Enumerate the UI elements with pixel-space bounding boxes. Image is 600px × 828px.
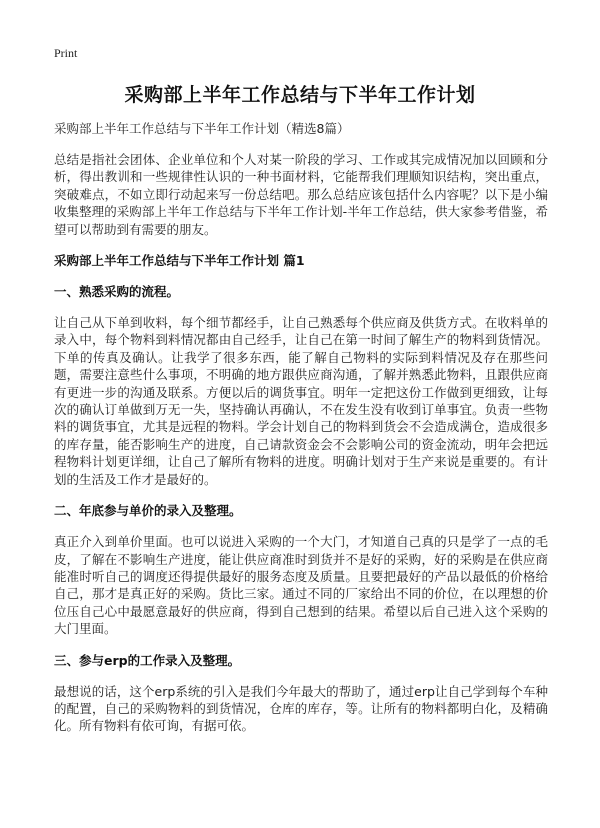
section-1-heading: 一、熟悉采购的流程。 [54,284,180,300]
section-2-body: 真正介入到单价里面。也可以说进入采购的一个大门，才知道自己真的只是学了一点的毛皮，了解在不影响生产进度，能让供应商准时到货并不是好的采购，好的采购是在供应商能准时听自己的调度还得提供最好的服务态度及质量。且要把最好的产品以最低的价格给自己，那才是真正好的采购。货比三家。通过不同的厂家给出不同的价位，在以理想的价位压自己心中最愿意最好的供应商，得到自己想到的结果。希望以后自己进入这个采购的大门里面。 [54,534,548,637]
section-3-body: 最想说的话，这个erp系统的引入是我们今年最大的帮助了，通过erp让自己学到每个车种的配置，自己的采购物料的到货情况，仓库的库存，等。让所有的物料都明白化，及精确化。所有物料有依可询，有据可依。 [54,683,548,734]
section-1-body: 让自己从下单到收料，每个细节都经手，让自己熟悉每个供应商及供货方式。在收料单的录入中，每个物料到料情况都由自己经手，让自己在第一时间了解生产的物料到货情况。下单的传真及确认。让我学了很多东西，能了解自己物料的实际到料情况及存在那些问题，需要注意些什么事项，不明确的地方跟供应商沟通，了解并熟悉此物料，且跟供应商有更进一步的沟通及联系。方便以后的调货事宜。明年一定把这份工作做到更细致，让每次的确认订单做到万无一失，坚持确认再确认，不在发生没有收到订单事宜。负责一些物料的调货事宜，尤其是远程的物料。学会计划自己的物料到货会不会造成满仓，造成很多的库存量，能否影响生产的进度，自己请款资金会不会影响公司的资金流动，明年会把远程物料计划更详细，让自己了解所有物料的进度。明确计划对于生产来说是重要的。有计划的生活及工作才是最好的。 [54,315,548,487]
section-2-heading: 二、年底参与单价的录入及整理。 [54,503,242,519]
print-label: Print [54,46,78,60]
section-3-heading: 三、参与erp的工作录入及整理。 [54,652,241,668]
intro-paragraph: 总结是指社会团体、企业单位和个人对某一阶段的学习、工作或其完成情况加以回顾和分析，得出教训和一些规律性认识的一种书面材料，它能帮我们理顺知识结构，突出重点，突破难点，不如立即行动起来写一份总结吧。那么总结应该包括什么内容呢？以下是小编收集整理的采购部上半年工作总结与下半年工作计划-半年工作总结，供大家参考借鉴，希望可以帮助到有需要的朋友。 [54,152,548,237]
part-heading: 采购部上半年工作总结与下半年工作计划 篇1 [54,253,305,269]
page-title: 采购部上半年工作总结与下半年工作计划 [124,84,476,106]
document-body [54,120,548,749]
document-subtitle: 采购部上半年工作总结与下半年工作计划（精选8篇） [54,121,350,136]
